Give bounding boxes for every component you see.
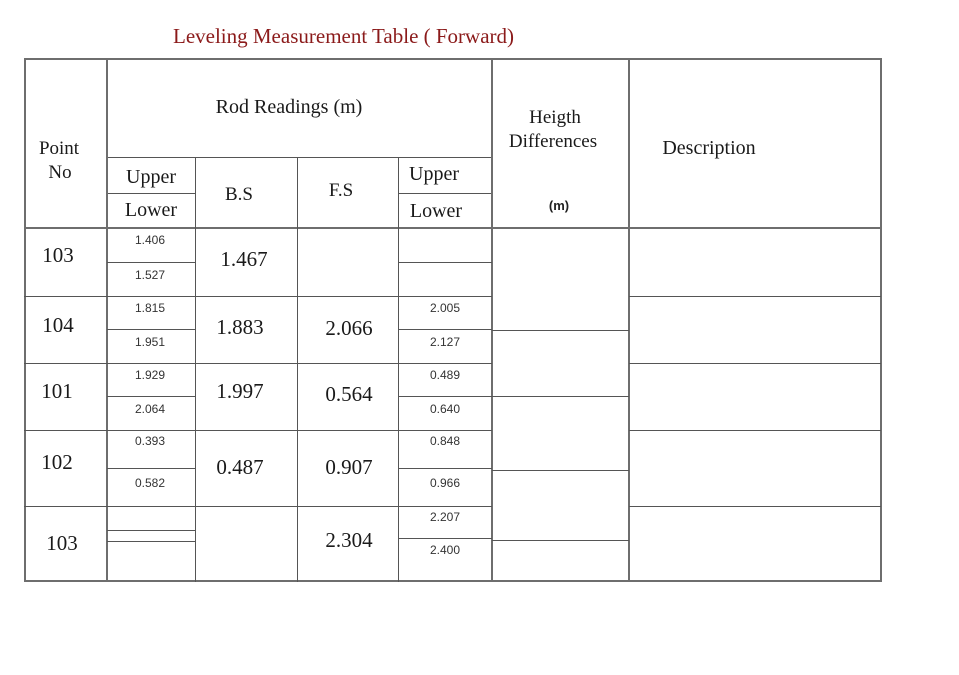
row-sep-4 <box>24 506 492 507</box>
desc-sep-3 <box>629 430 881 431</box>
header-rod-readings: Rod Readings (m) <box>215 96 363 118</box>
hd-sep-2 <box>492 396 629 397</box>
row3-fs-upper: 0.489 <box>429 368 461 382</box>
bs-split-5a <box>107 530 196 531</box>
hd-sep-4 <box>492 540 629 541</box>
row3-bs-upper: 1.929 <box>134 368 166 382</box>
header-lower-right: Lower <box>409 200 463 222</box>
col-line-point <box>106 58 108 582</box>
row-sep-2 <box>24 363 492 364</box>
row-sep-3 <box>24 430 492 431</box>
row-sep-1 <box>24 296 492 297</box>
row4-fs: 0.907 <box>325 455 373 479</box>
row1-bs-upper: 1.406 <box>134 233 166 247</box>
row2-point: 104 <box>42 313 74 337</box>
header-upper-lower-right <box>398 193 492 194</box>
header-bs: B.S <box>225 184 253 205</box>
desc-sep-1 <box>629 296 881 297</box>
header-height-unit: (m) <box>548 198 570 213</box>
bs-split-5b <box>107 541 196 542</box>
fs-split-4 <box>398 468 492 469</box>
header-divider <box>24 227 882 229</box>
bs-split-2 <box>107 329 196 330</box>
row2-bs-lower: 1.951 <box>134 335 166 349</box>
row4-point: 102 <box>41 450 73 474</box>
col-line-description <box>628 58 630 582</box>
fs-split-1 <box>398 262 492 263</box>
header-upper-lower-left <box>107 193 196 194</box>
row3-bs-lower: 2.064 <box>134 402 166 416</box>
col-line-fs-left <box>297 157 298 582</box>
header-height-2: Differences <box>508 131 598 152</box>
row2-bs: 1.883 <box>216 315 264 339</box>
row4-fs-upper: 0.848 <box>429 434 461 448</box>
table-border-bottom <box>24 580 882 582</box>
header-upper-left: Upper <box>126 166 176 188</box>
row1-bs-lower: 1.527 <box>134 268 166 282</box>
row4-fs-lower: 0.966 <box>429 476 461 490</box>
bs-split-1 <box>107 262 196 263</box>
header-height-1: Heigth <box>529 107 581 128</box>
header-fs: F.S <box>328 180 354 201</box>
row2-fs-upper: 2.005 <box>429 301 461 315</box>
row2-fs-lower: 2.127 <box>429 335 461 349</box>
col-line-bs-left <box>195 157 196 582</box>
row3-fs-lower: 0.640 <box>429 402 461 416</box>
table-border-top <box>24 58 882 60</box>
rod-readings-divider <box>107 157 492 158</box>
row5-fs-upper: 2.207 <box>429 510 461 524</box>
fs-split-3 <box>398 396 492 397</box>
header-lower-left: Lower <box>124 199 178 221</box>
hd-sep-1 <box>492 330 629 331</box>
row3-bs: 1.997 <box>216 379 264 403</box>
bs-split-3 <box>107 396 196 397</box>
header-no: No <box>48 162 72 183</box>
row4-bs-upper: 0.393 <box>134 434 166 448</box>
table-title: Leveling Measurement Table ( Forward) <box>173 24 515 48</box>
row5-point: 103 <box>46 531 78 555</box>
bs-split-4 <box>107 468 196 469</box>
desc-sep-4 <box>629 506 881 507</box>
table-border-right <box>880 58 882 582</box>
table-border-left <box>24 58 26 582</box>
fs-split-5 <box>398 538 492 539</box>
row5-fs-lower: 2.400 <box>429 543 461 557</box>
fs-split-2 <box>398 329 492 330</box>
row1-point: 103 <box>42 243 74 267</box>
header-upper-right: Upper <box>409 163 459 185</box>
row3-point: 101 <box>41 379 73 403</box>
row2-fs: 2.066 <box>325 316 373 340</box>
header-description: Description <box>662 137 756 159</box>
row1-bs: 1.467 <box>220 247 268 271</box>
hd-sep-3 <box>492 470 629 471</box>
header-point: Point <box>38 138 80 159</box>
row2-bs-upper: 1.815 <box>134 301 166 315</box>
desc-sep-2 <box>629 363 881 364</box>
row4-bs: 0.487 <box>216 455 264 479</box>
row5-fs: 2.304 <box>325 528 373 552</box>
col-line-height <box>491 58 493 582</box>
row3-fs: 0.564 <box>325 382 373 406</box>
col-line-fs-right <box>398 157 399 582</box>
row4-bs-lower: 0.582 <box>134 476 166 490</box>
